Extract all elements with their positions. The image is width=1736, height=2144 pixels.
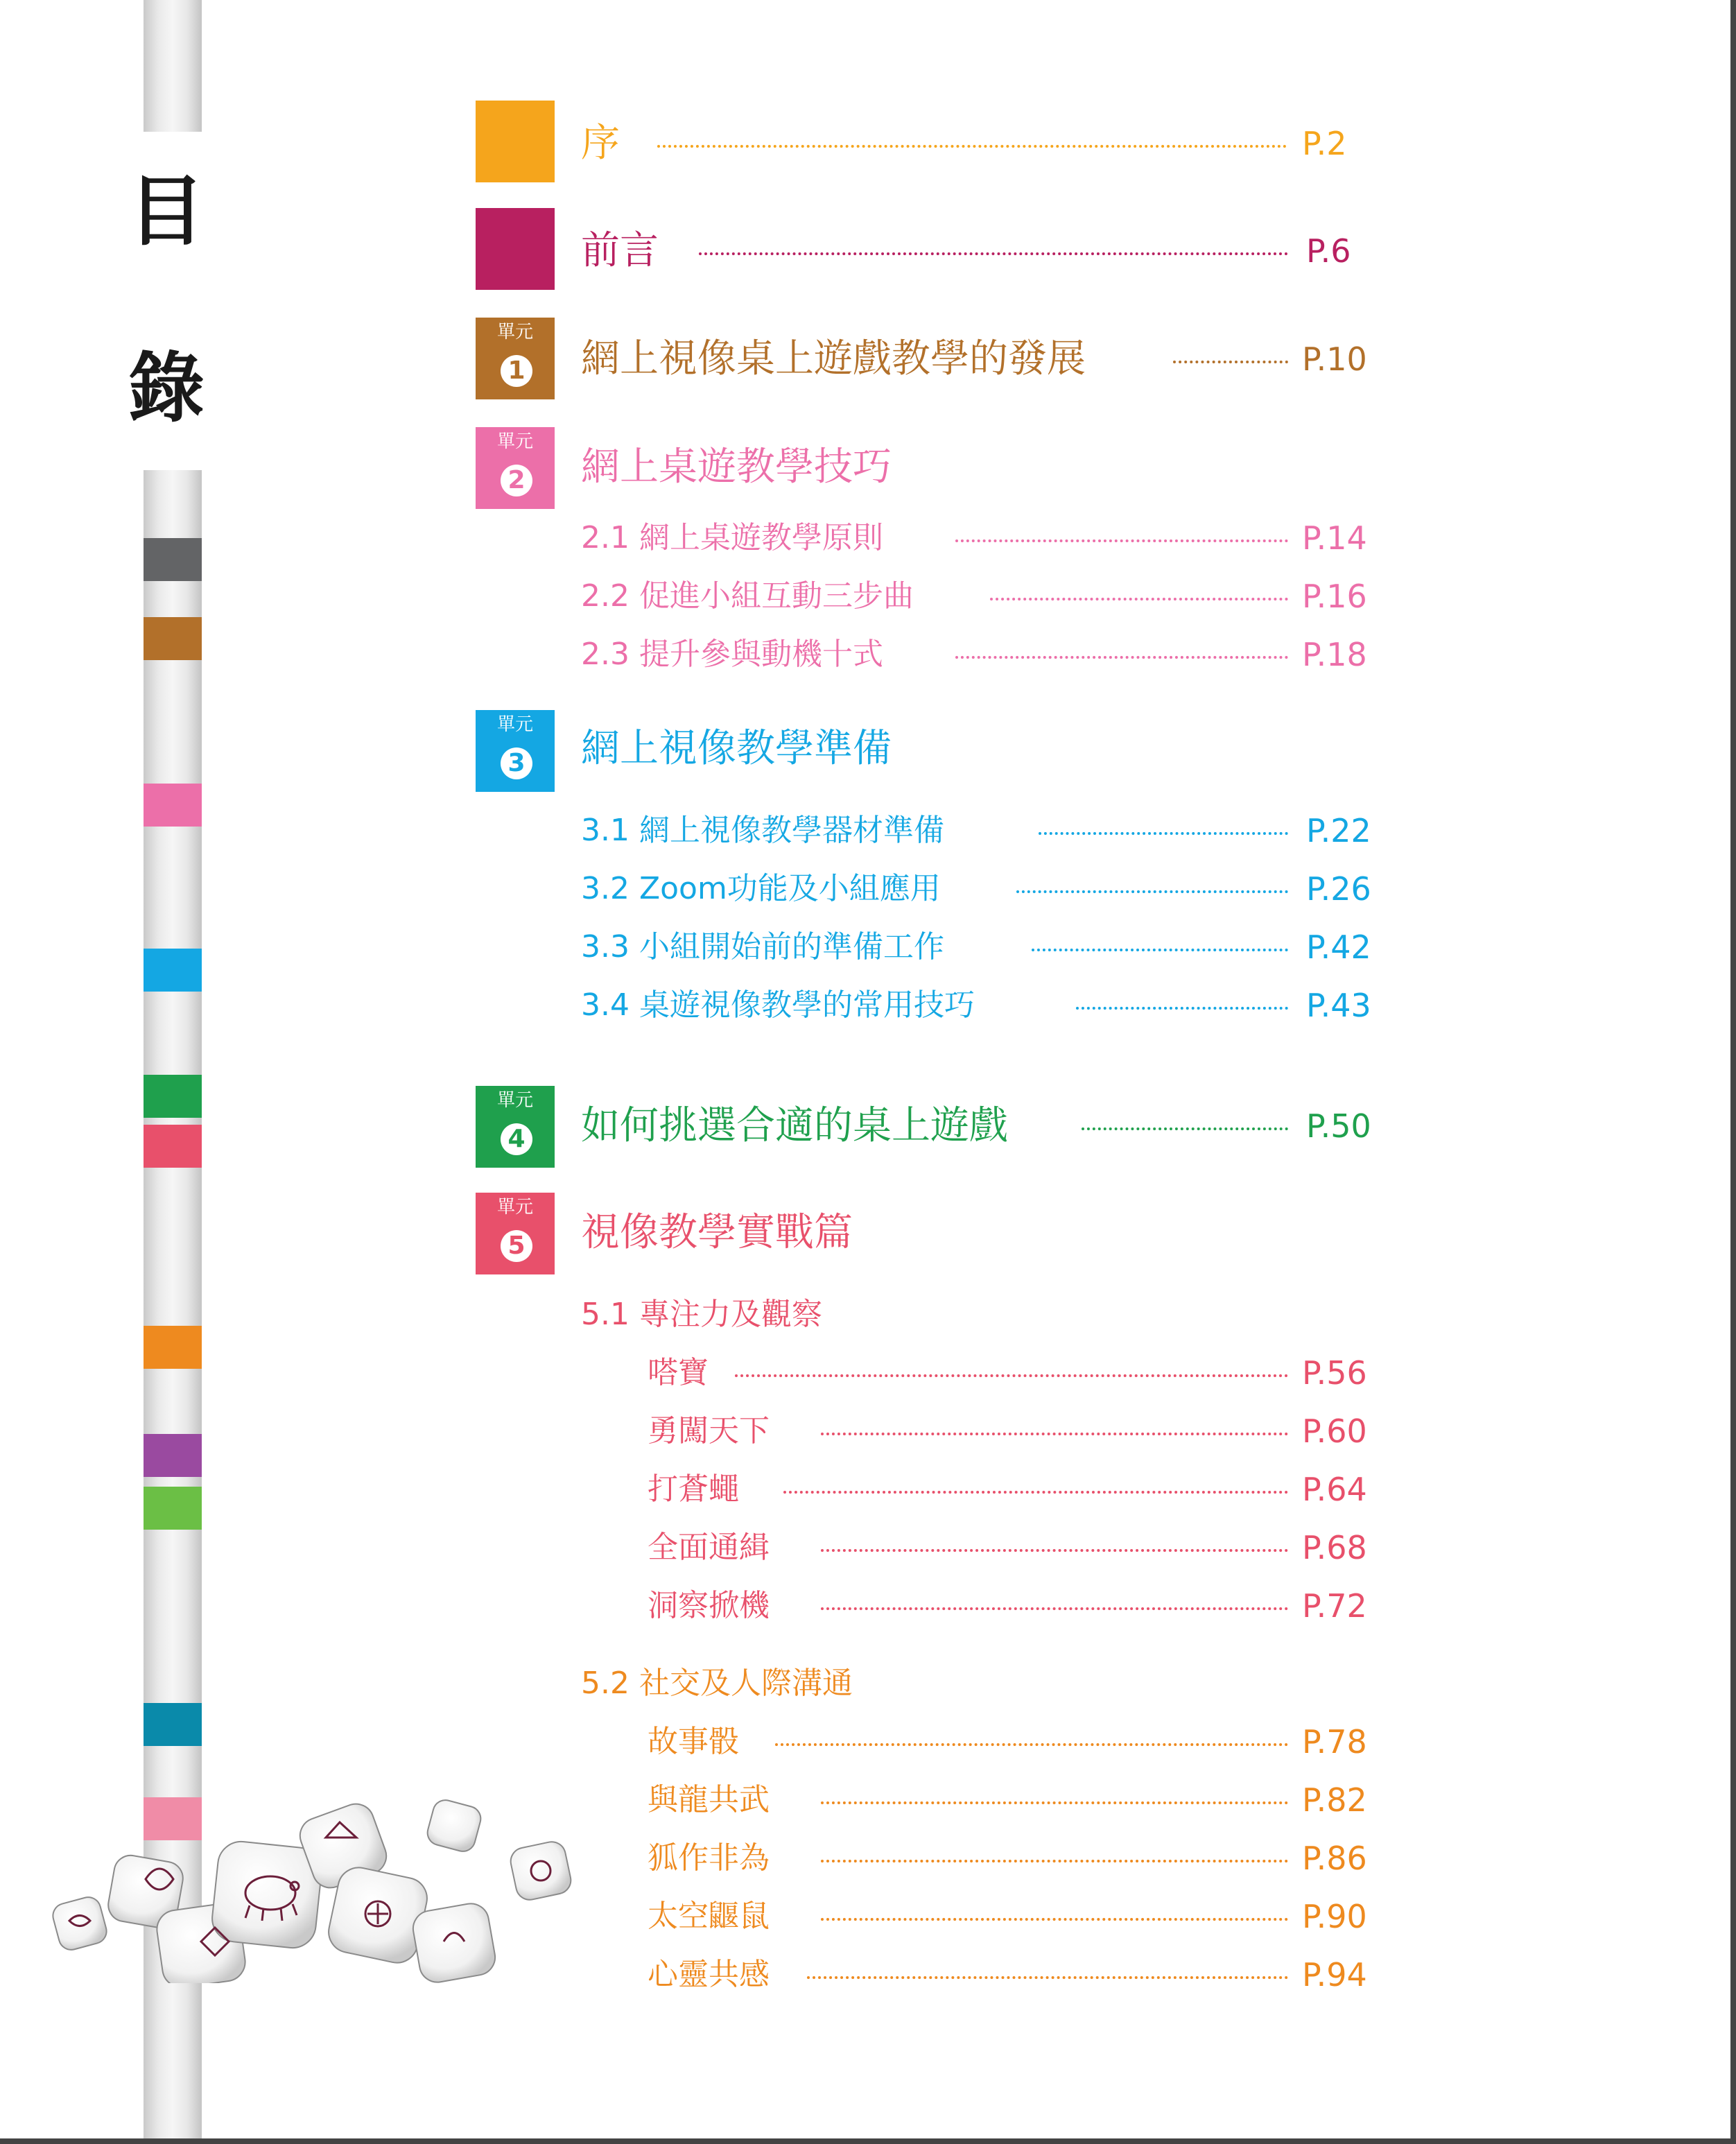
leader-dots (990, 598, 1288, 600)
unit-2-badge (476, 427, 555, 509)
page-number: P.6 (1306, 232, 1351, 270)
unit-number: 5 (501, 1230, 532, 1262)
page-edge-right (1730, 0, 1736, 2144)
toc-entry-unit-3[interactable] (581, 721, 1385, 777)
unit-5-badge (476, 1193, 555, 1274)
entry-label: 2.1 網上桌遊教學原則 (581, 520, 883, 555)
page-number: P.26 (1306, 870, 1371, 908)
entry-title: 如何挑選合適的桌上遊戲 (581, 1103, 1008, 1148)
entry-label: 勇闖天下 (648, 1413, 770, 1449)
side-tab-brown (144, 617, 202, 660)
side-tab-teal (144, 1703, 202, 1746)
entry-label: 3.4 桌遊視像教學的常用技巧 (581, 987, 975, 1023)
entry-label: 心靈共感 (648, 1957, 770, 1992)
unit-label: 單元 (496, 322, 533, 343)
entry-label: 故事骰 (648, 1724, 739, 1759)
unit-label: 單元 (496, 431, 533, 452)
side-tab-gray (144, 538, 202, 581)
page-number: P.60 (1302, 1412, 1367, 1450)
unit-number: 3 (501, 747, 532, 779)
side-tab-green (144, 1075, 202, 1118)
toc-item-5-1-4[interactable] (648, 1520, 1385, 1575)
unit-label: 單元 (496, 714, 533, 735)
leader-dots (699, 252, 1288, 255)
toc-subsection-5-1[interactable] (581, 1287, 1385, 1342)
page-edge-bottom (0, 2138, 1736, 2144)
page-number: P.68 (1302, 1529, 1367, 1566)
toc-item-5-2-3[interactable] (648, 1831, 1385, 1886)
toc-item-5-1-3[interactable] (648, 1462, 1385, 1517)
leader-dots (955, 656, 1288, 659)
entry-label: 全面通緝 (648, 1530, 770, 1565)
toc-title-char-1: 目 (128, 167, 205, 256)
subsection-label: 5.2 社交及人際溝通 (581, 1666, 853, 1701)
entry-label: 3.3 小組開始前的準備工作 (581, 929, 944, 965)
leader-dots (1076, 1007, 1288, 1010)
entry-label: 嗒寶 (648, 1355, 709, 1390)
toc-item-2-1[interactable] (581, 510, 1385, 566)
side-bar-top (144, 0, 202, 132)
unit-1-badge (476, 318, 555, 399)
side-tab-pink (144, 784, 202, 827)
page-number: P.78 (1302, 1723, 1367, 1761)
entry-title: 序 (581, 121, 620, 166)
unit-label: 單元 (496, 1090, 533, 1111)
page-number: P.94 (1302, 1956, 1367, 1994)
toc-entry-unit-2[interactable] (581, 440, 1385, 495)
entry-label: 2.2 促進小組互動三步曲 (581, 578, 914, 614)
unit-4-badge (476, 1086, 555, 1168)
toc-item-3-1[interactable] (581, 803, 1385, 858)
story-dice-illustration (42, 1775, 582, 1983)
toc-item-5-1-2[interactable] (648, 1403, 1385, 1459)
side-tab-blue (144, 949, 202, 992)
toc-entry-preface[interactable] (581, 116, 1385, 171)
page-number: P.10 (1302, 340, 1367, 378)
page-number: P.86 (1302, 1840, 1367, 1877)
toc-item-2-2[interactable] (581, 569, 1385, 624)
toc-item-5-2-4[interactable] (648, 1889, 1385, 1944)
toc-item-3-2[interactable] (581, 861, 1385, 917)
page-number: P.18 (1302, 636, 1367, 673)
leader-dots (821, 1549, 1288, 1552)
leader-dots (821, 1801, 1288, 1804)
unit-number: 1 (501, 355, 532, 387)
toc-item-5-1-1[interactable] (648, 1345, 1385, 1401)
side-tab-amber (144, 1326, 202, 1369)
entry-title: 網上視像教學準備 (581, 726, 892, 771)
entry-title: 網上視像桌上遊戲教學的發展 (581, 336, 1086, 381)
page-number: P.42 (1306, 928, 1371, 966)
entry-label: 3.2 Zoom功能及小組應用 (581, 871, 941, 906)
page-number: P.50 (1306, 1107, 1371, 1145)
toc-entry-unit-4[interactable] (581, 1098, 1385, 1154)
leader-dots (1016, 890, 1288, 893)
entry-title: 前言 (581, 228, 659, 273)
entry-label: 打蒼蠅 (648, 1471, 739, 1507)
leader-dots (1082, 1127, 1288, 1130)
entry-label: 洞察掀機 (648, 1588, 770, 1623)
toc-item-5-2-1[interactable] (648, 1714, 1385, 1770)
foreword-marker (476, 208, 555, 290)
page-number: P.22 (1306, 812, 1371, 849)
page-number: P.64 (1302, 1471, 1367, 1508)
toc-item-2-3[interactable] (581, 627, 1385, 682)
toc-entry-unit-5[interactable] (581, 1205, 1385, 1261)
entry-label: 與龍共武 (648, 1782, 770, 1817)
leader-dots (821, 1918, 1288, 1921)
toc-entry-foreword[interactable] (581, 223, 1385, 279)
toc-item-5-1-5[interactable] (648, 1578, 1385, 1634)
leader-dots (735, 1374, 1288, 1377)
leader-dots (955, 539, 1288, 542)
side-tab-purple (144, 1434, 202, 1477)
leader-dots (821, 1607, 1288, 1610)
entry-title: 視像教學實戰篇 (581, 1210, 853, 1255)
page-number: P.56 (1302, 1354, 1367, 1392)
page-number: P.43 (1306, 987, 1371, 1024)
leader-dots (821, 1433, 1288, 1435)
unit-number: 4 (501, 1123, 532, 1155)
preface-marker (476, 101, 555, 182)
leader-dots (821, 1860, 1288, 1862)
toc-subsection-5-2[interactable] (581, 1656, 1385, 1711)
page-number: P.14 (1302, 519, 1367, 557)
entry-title: 網上桌遊教學技巧 (581, 444, 892, 490)
toc-item-3-4[interactable] (581, 978, 1385, 1033)
leader-dots (807, 1976, 1288, 1979)
leader-dots (1032, 949, 1288, 951)
toc-entry-unit-1[interactable] (581, 331, 1385, 387)
page-number: P.90 (1302, 1898, 1367, 1935)
leader-dots (1039, 832, 1288, 835)
leader-dots (783, 1491, 1288, 1494)
entry-label: 2.3 提升參與動機十式 (581, 637, 883, 672)
entry-label: 太空鼴鼠 (648, 1899, 770, 1934)
page-number: P.2 (1302, 125, 1347, 162)
leader-dots (775, 1743, 1288, 1746)
leader-dots (1173, 361, 1288, 363)
subsection-label: 5.1 專注力及觀察 (581, 1297, 822, 1332)
page-number: P.72 (1302, 1587, 1367, 1625)
page-number: P.82 (1302, 1781, 1367, 1819)
unit-label: 單元 (496, 1197, 533, 1218)
unit-number: 2 (501, 465, 532, 496)
toc-item-3-3[interactable] (581, 919, 1385, 975)
toc-item-5-2-2[interactable] (648, 1772, 1385, 1828)
entry-label: 3.1 網上視像教學器材準備 (581, 813, 944, 848)
unit-3-badge (476, 710, 555, 792)
toc-title-char-2: 錄 (128, 344, 205, 433)
leader-dots (657, 145, 1287, 148)
toc-item-5-2-5[interactable] (648, 1947, 1385, 2003)
side-tab-red (144, 1125, 202, 1168)
page-number: P.16 (1302, 578, 1367, 615)
entry-label: 狐作非為 (648, 1840, 770, 1876)
side-tab-lime (144, 1487, 202, 1530)
